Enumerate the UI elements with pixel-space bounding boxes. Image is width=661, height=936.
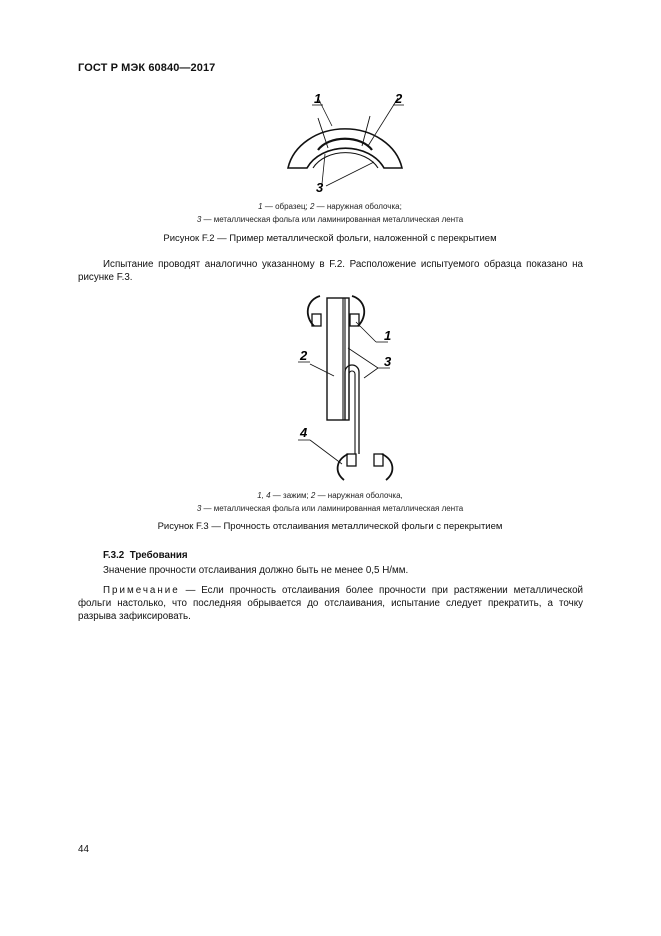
- figure-f3-label-3: 3: [384, 354, 392, 369]
- figure-f3-caption: Рисунок F.3 — Прочность отслаивания металлической фольги с перекрытием: [157, 521, 503, 532]
- figure-f2-caption: Рисунок F.2 — Пример металлической фольги, наложенной с перекрытием: [163, 233, 497, 244]
- figure-f3-drawing: [290, 294, 410, 486]
- figure-f2-label-1: 1: [314, 91, 322, 106]
- figure-f2-drawing: [270, 88, 420, 198]
- figure-f3-label-4: 4: [300, 425, 308, 440]
- note-label: Примечание: [103, 585, 180, 596]
- figure-f2-label-3: 3: [316, 180, 324, 195]
- figure-f3-legend-line-2: 3 — металлическая фольга или ламинированная металлическая лента: [196, 504, 464, 513]
- note-paragraph: [78, 584, 583, 623]
- note-text: — Если прочность отслаивания более прочности при растяжении металлической фольги настолько, что последняя обрывается до отслаивания, испытание следует прекратить, а точку разрыва зафиксировать.: [78, 585, 583, 622]
- section-text: Значение прочности отслаивания должно быть не менее 0,5 Н/мм.: [103, 565, 409, 576]
- figure-f2-legend-line-2: 3 — металлическая фольга или ламинированная металлическая лента: [196, 215, 464, 224]
- figure-f2-label-2: 2: [395, 91, 403, 106]
- sheath-strip-shape: [327, 298, 349, 420]
- figure-f2-legend-line-1: 1 — образец; 2 — наружная оболочка;: [258, 202, 402, 211]
- foil-layer-shape: [313, 153, 378, 168]
- document-header: ГОСТ Р МЭК 60840—2017: [78, 62, 216, 74]
- figure-f3-label-2: 2: [300, 348, 308, 363]
- figure-f3-legend-line-1: 1, 4 — зажим; 2 — наружная оболочка,: [257, 491, 403, 500]
- page-number: 44: [78, 844, 89, 855]
- figure-f3-label-1: 1: [384, 328, 392, 343]
- section-heading: F.3.2 Требования: [103, 550, 188, 561]
- test-paragraph: Испытание проводят аналогично указанному в F.2. Расположение испытуемого образца показано на рисунке F.3.: [78, 259, 583, 283]
